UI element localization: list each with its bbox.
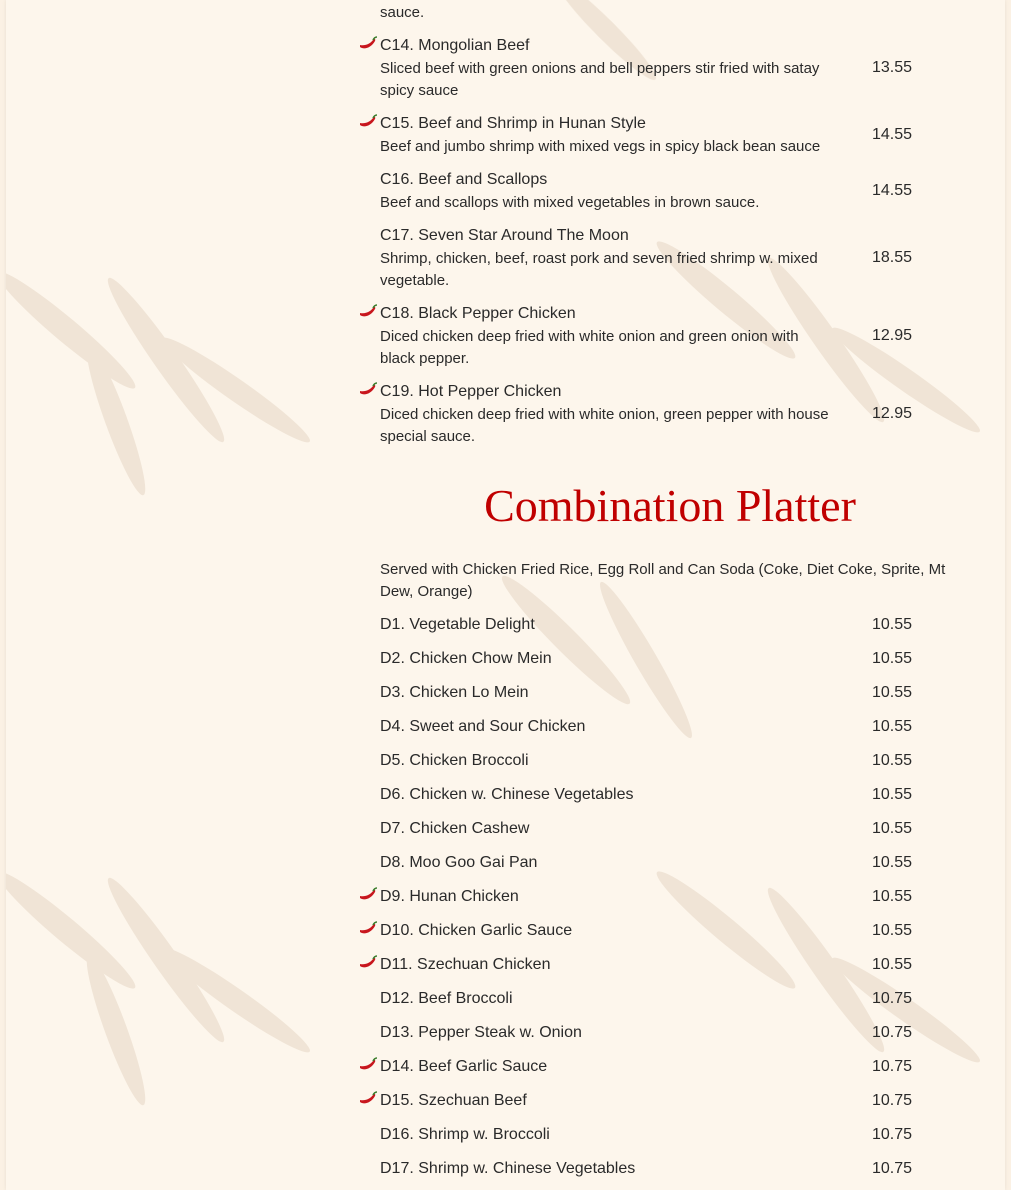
item-description-fragment: sauce.	[380, 4, 425, 21]
menu-item-name: D10. Chicken Garlic Sauce	[380, 922, 573, 939]
menu-item-name: D7. Chicken Cashew	[380, 820, 530, 837]
menu-item-price: 10.55	[872, 820, 913, 837]
menu-item-name: D2. Chicken Chow Mein	[380, 650, 552, 667]
menu-item-price: 10.55	[872, 752, 913, 769]
menu-item-description: Diced chicken deep fried with white onion, green pepper with house special sauce.	[380, 406, 829, 445]
menu-item-price: 12.95	[872, 327, 913, 344]
menu-item-description: Diced chicken deep fried with white onion and green onion with black pepper.	[380, 328, 799, 367]
menu-item-price: 10.75	[872, 990, 913, 1007]
menu-item-name: C19. Hot Pepper Chicken	[380, 383, 562, 400]
hot-pepper-icon	[358, 36, 378, 52]
menu-item-price: 13.55	[872, 59, 913, 76]
section-title: Combination Platter	[484, 480, 856, 531]
menu-item-price: 12.95	[872, 405, 913, 422]
menu-item-name: C14. Mongolian Beef	[380, 37, 530, 54]
menu-item-price: 10.75	[872, 1058, 913, 1075]
menu-item-price: 10.75	[872, 1024, 913, 1041]
menu-item-price: 10.75	[872, 1160, 913, 1177]
menu-item-description: Shrimp, chicken, beef, roast pork and seven fried shrimp w. mixed vegetable.	[380, 250, 818, 289]
menu-item-name: D9. Hunan Chicken	[380, 888, 519, 905]
hot-pepper-icon	[358, 114, 378, 130]
menu-item-name: C15. Beef and Shrimp in Hunan Style	[380, 115, 646, 132]
hot-pepper-icon	[358, 921, 378, 937]
menu-item-price: 10.75	[872, 1126, 913, 1143]
menu-item-description: Sliced beef with green onions and bell peppers stir fried with satay spicy sauce	[380, 60, 820, 99]
hot-pepper-icon	[358, 1057, 378, 1073]
menu-item-name: D1. Vegetable Delight	[380, 616, 535, 633]
menu-item-name: D5. Chicken Broccoli	[380, 752, 529, 769]
menu-item-price: 10.55	[872, 684, 913, 701]
menu-item-name: C18. Black Pepper Chicken	[380, 305, 576, 322]
menu-item-price: 10.55	[872, 854, 913, 871]
menu-item-description: Beef and scallops with mixed vegetables in brown sauce.	[380, 194, 760, 211]
hot-pepper-icon	[358, 1091, 378, 1107]
menu-item-name: D14. Beef Garlic Sauce	[380, 1058, 548, 1075]
menu-item-name: D3. Chicken Lo Mein	[380, 684, 529, 701]
menu-item-name: C17. Seven Star Around The Moon	[380, 227, 629, 244]
menu-item-price: 14.55	[872, 182, 913, 199]
menu-item-name: D12. Beef Broccoli	[380, 990, 513, 1007]
menu-item-name: D4. Sweet and Sour Chicken	[380, 718, 586, 735]
menu-item-price: 14.55	[872, 126, 913, 143]
menu-item-price: 10.55	[872, 650, 913, 667]
menu-item-name: D17. Shrimp w. Chinese Vegetables	[380, 1160, 636, 1177]
menu-item-name: C16. Beef and Scallops	[380, 171, 548, 188]
hot-pepper-icon	[358, 382, 378, 398]
menu-item-name: D6. Chicken w. Chinese Vegetables	[380, 786, 634, 803]
hot-pepper-icon	[358, 955, 378, 971]
menu-item-price: 10.55	[872, 956, 913, 973]
menu-item-name: D11. Szechuan Chicken	[380, 956, 551, 973]
menu-item-name: D8. Moo Goo Gai Pan	[380, 854, 538, 871]
section-note: Served with Chicken Fried Rice, Egg Roll and Can Soda (Coke, Diet Coke, Sprite, Mt Dew, Orange)	[380, 561, 946, 600]
menu-item-price: 10.55	[872, 786, 913, 803]
hot-pepper-icon	[358, 887, 378, 903]
menu-item-price: 10.55	[872, 888, 913, 905]
hot-pepper-icon	[358, 304, 378, 320]
menu-item-price: 18.55	[872, 249, 913, 266]
menu-item-price: 10.55	[872, 616, 913, 633]
menu-item-price: 10.75	[872, 1092, 913, 1109]
menu-item-name: D16. Shrimp w. Broccoli	[380, 1126, 550, 1143]
menu-item-price: 10.55	[872, 718, 913, 735]
menu-item-price: 10.55	[872, 922, 913, 939]
menu-page	[6, 0, 1005, 1190]
menu-item-name: D15. Szechuan Beef	[380, 1092, 527, 1109]
menu-item-description: Beef and jumbo shrimp with mixed vegs in spicy black bean sauce	[380, 138, 821, 155]
menu-item-name: D13. Pepper Steak w. Onion	[380, 1024, 582, 1041]
